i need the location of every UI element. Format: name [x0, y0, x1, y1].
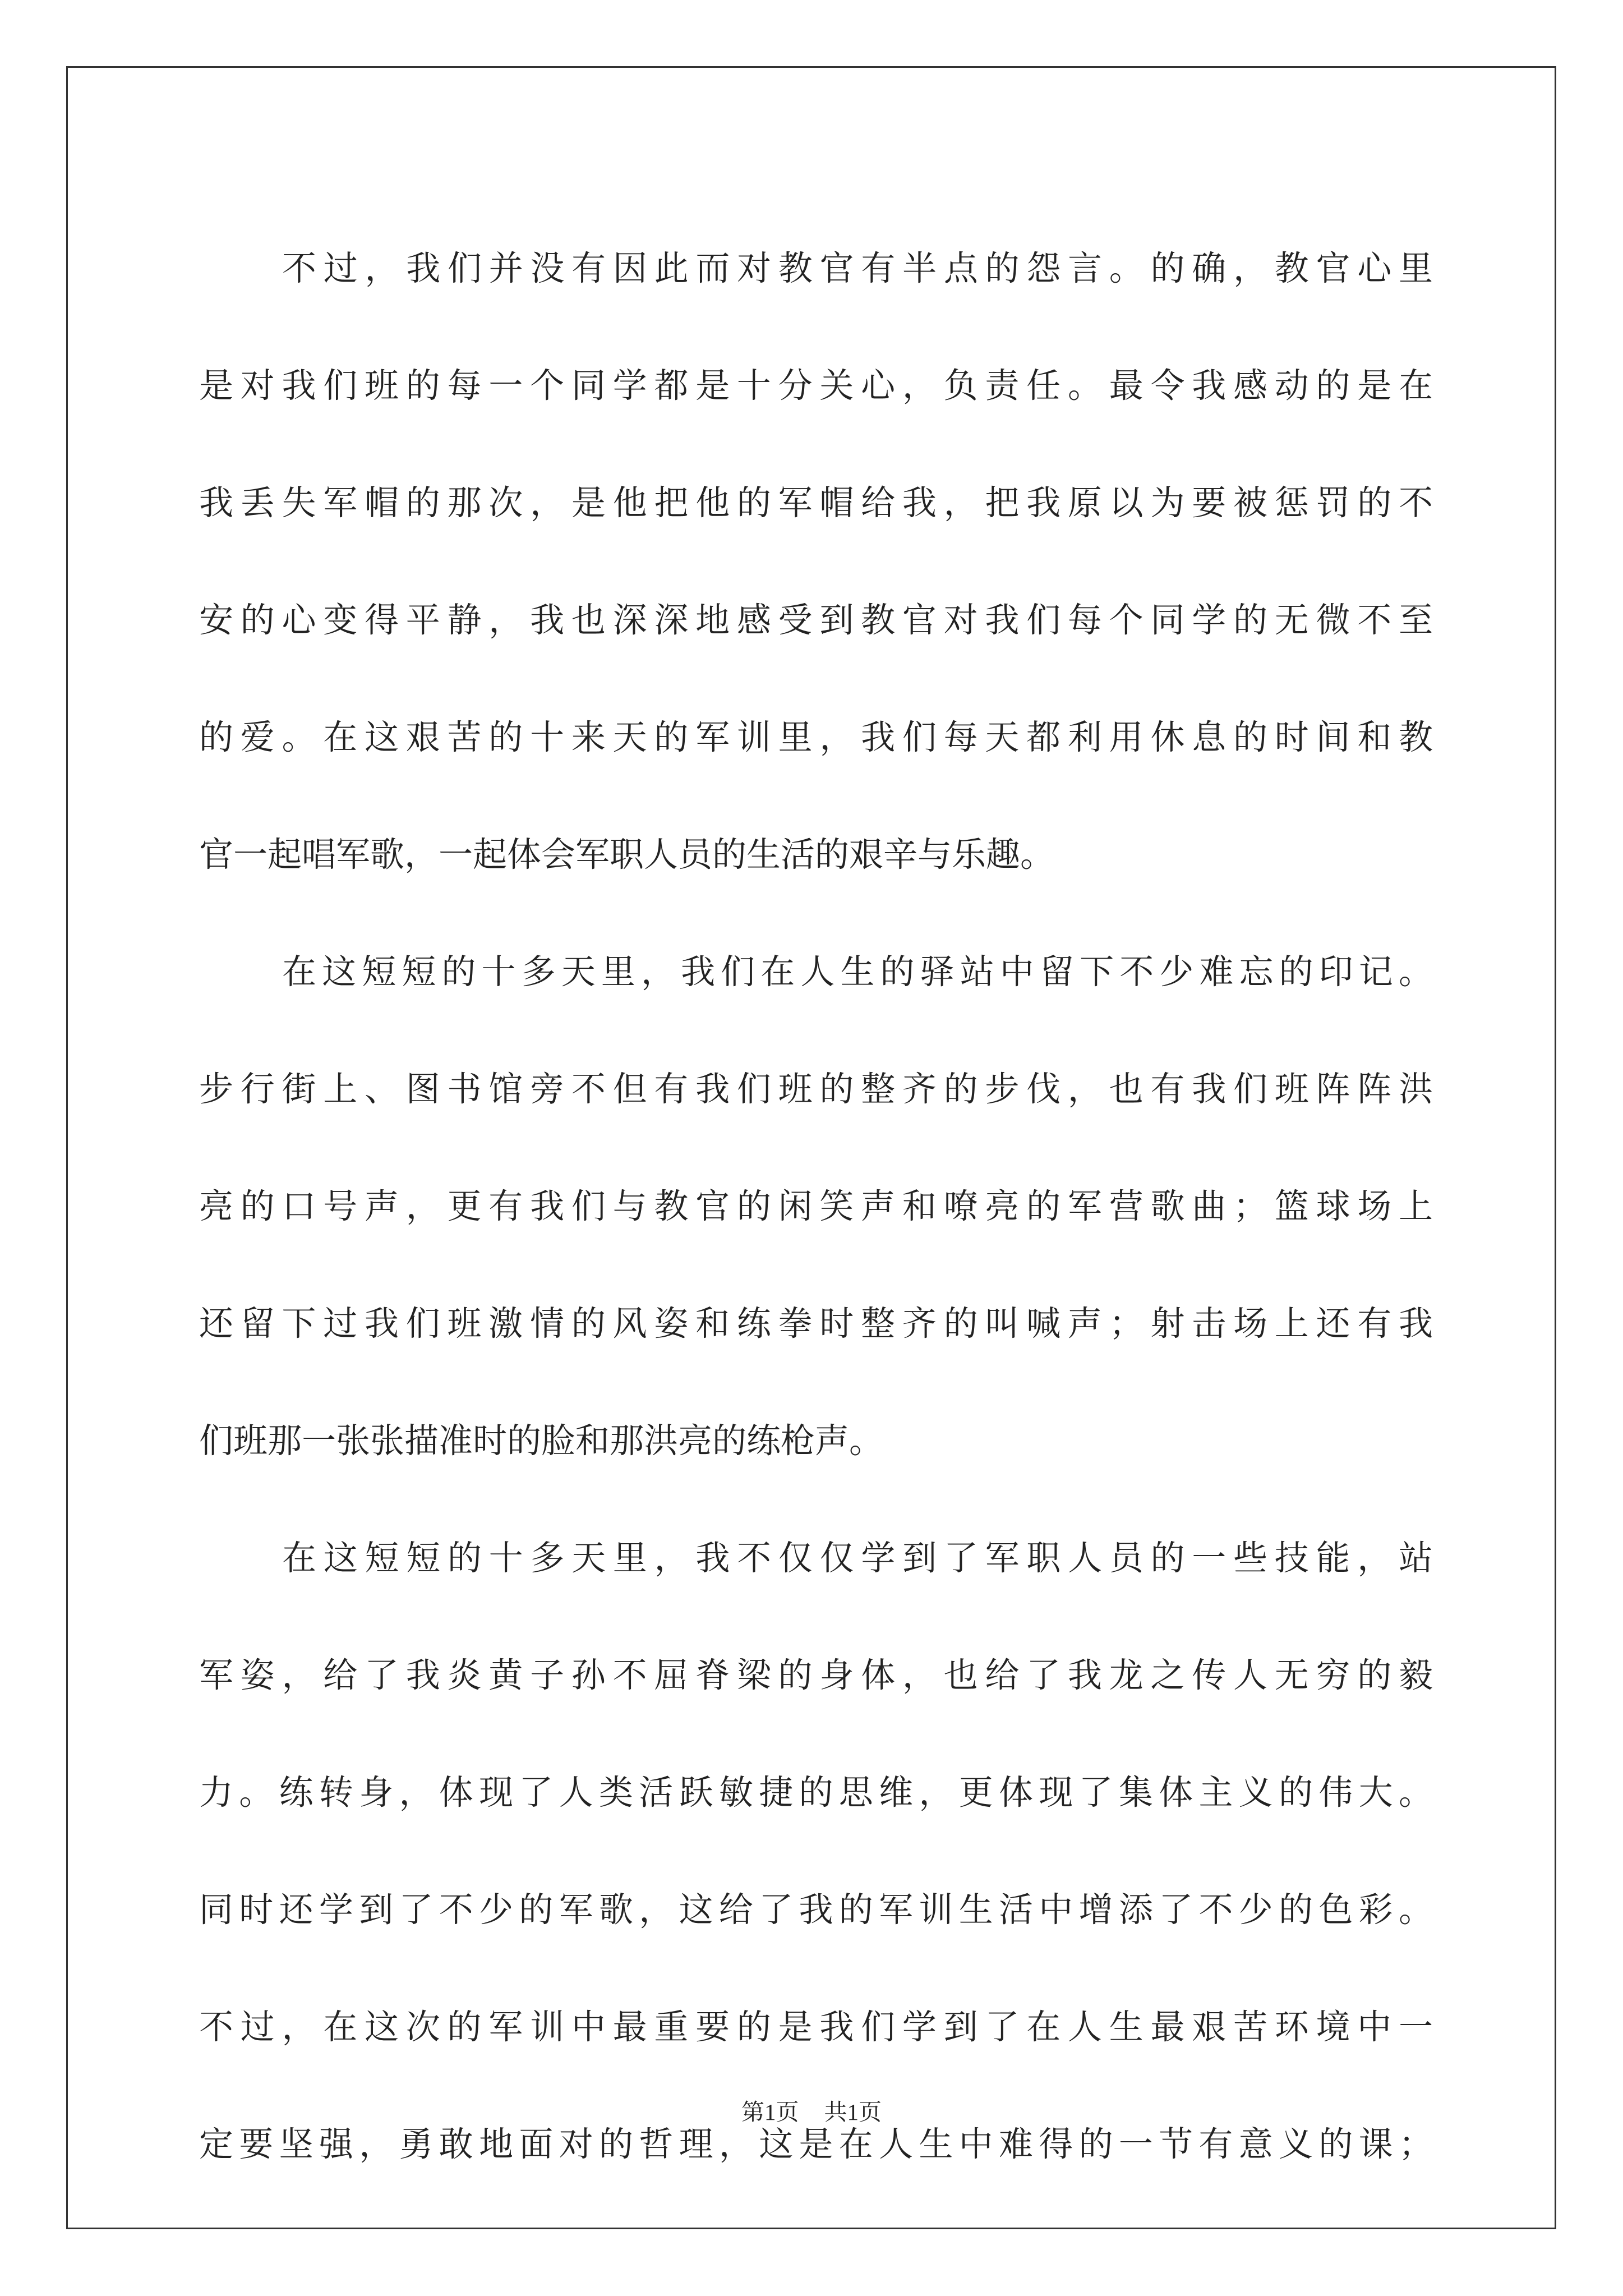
- paragraph-3-line-4: 同时还学到了不少的军歌，这给了我的军训生活中增添了不少的色彩。: [199, 1890, 1433, 1930]
- paragraph-3-line-2: 军姿，给了我炎黄子孙不屈脊梁的身体，也给了我龙之传人无穷的毅: [199, 1655, 1433, 1695]
- page-number: 第1页: [741, 2099, 799, 2125]
- paragraph-1-line-2: 是对我们班的每一个同学都是十分关心，负责任。最令我感动的是在: [199, 366, 1433, 406]
- paragraph-2-line-2: 步行街上、图书馆旁不但有我们班的整齐的步伐，也有我们班阵阵洪: [199, 1069, 1433, 1109]
- paragraph-2-line-5: 们班那一张张描准时的脸和那洪亮的练枪声。: [199, 1421, 884, 1461]
- paragraph-3-line-1: 在这短短的十多天里，我不仅仅学到了军职人员的一些技能，站: [282, 1538, 1433, 1578]
- paragraph-3-line-5: 不过，在这次的军训中最重要的是我们学到了在人生最艰苦环境中一: [199, 2007, 1433, 2047]
- paragraph-2-line-4: 还留下过我们班激情的风姿和练拳时整齐的叫喊声；射击场上还有我: [199, 1304, 1433, 1343]
- document-body: [199, 210, 1433, 2203]
- paragraph-3-line-6: 定要坚强，勇敢地面对的哲理，这是在人生中难得的一节有意义的课；: [199, 2124, 1433, 2164]
- paragraph-1-line-4: 安的心变得平静，我也深深地感受到教官对我们每个同学的无微不至: [199, 600, 1433, 640]
- paragraph-1-line-6: 官一起唱军歌，一起体会军职人员的生活的艰辛与乐趣。: [199, 835, 1055, 875]
- paragraph-1-line-1: 不过，我们并没有因此而对教官有半点的怨言。的确，教官心里: [282, 249, 1433, 288]
- page-total: 共1页: [824, 2099, 882, 2125]
- paragraph-1-line-5: 的爱。在这艰苦的十来天的军训里，我们每天都利用休息的时间和教: [199, 717, 1433, 757]
- paragraph-3-line-3: 力。练转身，体现了人类活跃敏捷的思维，更体现了集体主义的伟大。: [199, 1773, 1433, 1812]
- paragraph-1-line-3: 我丢失军帽的那次，是他把他的军帽给我，把我原以为要被惩罚的不: [199, 483, 1433, 523]
- paragraph-2-line-3: 亮的口号声，更有我们与教官的闲笑声和嘹亮的军营歌曲；篮球场上: [199, 1186, 1433, 1226]
- paragraph-2-line-1: 在这短短的十多天里，我们在人生的驿站中留下不少难忘的印记。: [282, 952, 1433, 992]
- page-footer: [0, 2093, 1623, 2127]
